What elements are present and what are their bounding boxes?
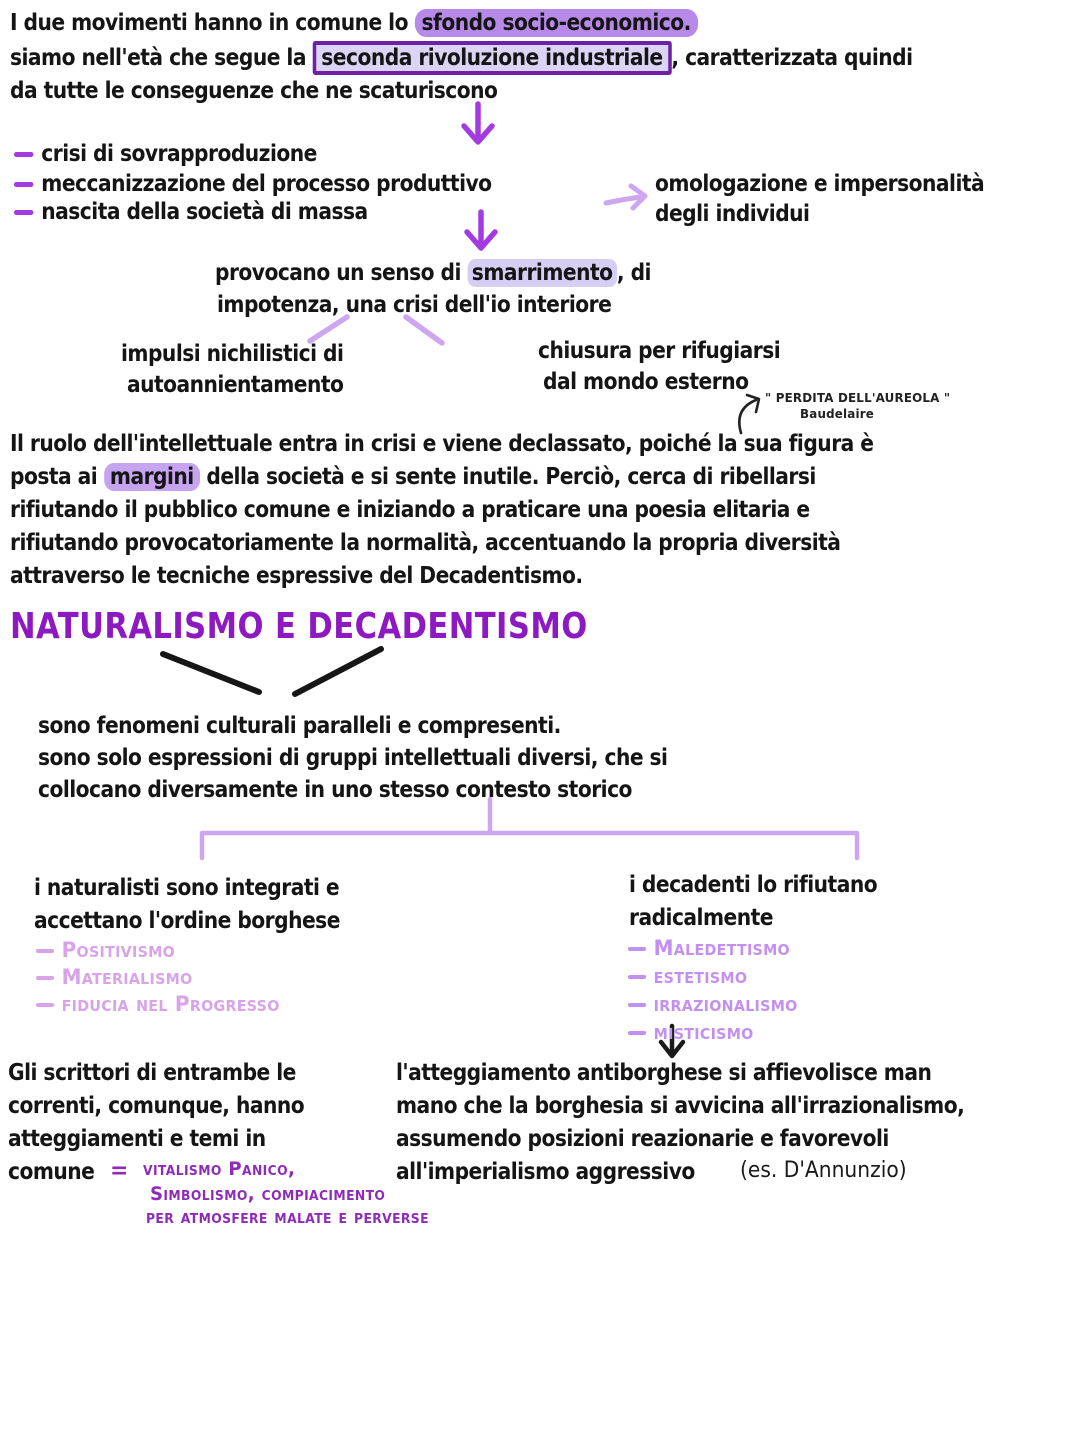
intro-line-3: da tutte le conseguenze che ne scaturiscono [10,78,498,104]
list-item [36,992,280,1016]
decadents-head-line-2: radicalmente [629,905,773,931]
branch-line-right [406,317,442,343]
antibourgeois-line-1: l'atteggiamento antiborghese si affievolisce man [396,1060,932,1086]
branch-left-line-1: impulsi nichilistici di [121,341,344,367]
antibourgeois-line-4: all'imperialismo aggressivo [396,1159,695,1185]
naturalist-trait: Positivismo [61,938,175,962]
list-item [36,965,193,989]
dash-bullet [628,947,646,951]
common-purple-line-2: Simbolismo, compiacimento [150,1183,386,1205]
decadents-head-line-1: i decadenti lo rifiutano [629,872,878,898]
antibourgeois-line-3: assumendo posizioni reazionarie e favorevoli [396,1126,889,1152]
decadent-trait: irrazionalismo [653,992,798,1016]
intro-line-2 [10,41,913,75]
dash-bullet [14,210,33,215]
dash-bullet [36,976,54,980]
common-line-3: atteggiamenti e temi in [8,1126,266,1152]
cause-label: nascita della società di massa [41,199,368,225]
cause-label: crisi di sovrapproduzione [41,141,317,167]
highlighted-smarrimento: smarrimento [467,259,617,287]
intro-line2-tail: , caratterizzata quindi [671,45,913,71]
dash-bullet [36,949,54,953]
branch-right-line-1: chiusura per rifugiarsi [538,338,781,364]
decadent-trait: Maledettismo [653,936,790,960]
list-item [628,964,747,988]
arrow-down-icon [467,212,495,248]
intro-line2-text: siamo nell'età che segue la [10,45,313,71]
branch-left-line-2: autoannientamento [127,372,344,398]
dash-bullet [14,182,33,187]
intellectual-line-1: Il ruolo dell'intellettuale entra in crisi e viene declassato, poiché la sua figura è [10,431,874,457]
boxed-seconda-rivoluzione-industriale: seconda rivoluzione industriale [312,41,671,75]
naturalists-head-line-2: accettano l'ordine borghese [34,908,340,934]
intellectual-line-3: rifiutando il pubblico comune e iniziando a praticare una poesia elitaria e [10,497,810,523]
intellectual-line2-tail: della società e si sente inutile. Perciò, cerca di ribellarsi [199,464,816,490]
split-bracket [202,799,857,858]
converging-line-left [163,654,259,692]
aureola-note-line-1: " PERDITA DELL'AUREOLA " [765,390,951,405]
branch-right-line-2: dal mondo esterno [543,369,749,395]
list-item [14,169,492,199]
highlighted-sfondo-socio-economico: sfondo socio-economico. [414,9,697,37]
parallel-line-3: collocano diversamente in uno stesso contesto storico [38,777,632,803]
list-item [628,992,798,1016]
intellectual-line-4: rifiutando provocatoriamente la normalità, accentuando la propria diversità [10,530,841,556]
effects-line-1 [215,258,651,288]
list-item [628,1020,754,1044]
branch-line-left [310,317,347,341]
decadent-trait: misticismo [653,1020,754,1044]
dash-bullet [628,1031,646,1035]
common-line-2: correnti, comunque, hanno [8,1093,305,1119]
intellectual-line2-text: posta ai [10,464,104,490]
dash-bullet [628,975,646,979]
common-purple-line-3: per atmosfere malate e perverse [146,1206,429,1228]
highlighted-margini: margini [104,463,200,491]
dash-bullet [36,1003,54,1007]
side-effect-line-2: degli individui [655,201,810,227]
common-line-1: Gli scrittori di entrambe le [8,1060,296,1086]
intro-line-1 [10,8,698,38]
antibourgeois-line-2: mano che la borghesia si avvicina all'irrazionalismo, [396,1093,965,1119]
converging-line-right [295,649,381,694]
common-line-4: comune [8,1159,95,1185]
effects-line1-tail: , di [616,260,651,286]
dash-bullet [14,152,33,157]
arrow-right-icon [606,186,645,208]
equals-sign: = [110,1158,129,1184]
list-item [36,938,175,962]
dannunzio-note: (es. D'Annunzio) [740,1158,907,1183]
aureola-note-line-2: Baudelaire [800,406,875,421]
cause-label: meccanizzazione del processo produttivo [41,171,492,197]
decadent-trait: estetismo [653,964,748,988]
list-item [628,936,790,960]
intellectual-line-5: attraverso le tecniche espressive del Decadentismo. [10,563,583,589]
naturalist-trait: Materialismo [61,965,193,989]
side-effect-line-1: omologazione e impersonalità [655,171,985,197]
intellectual-line-2 [10,462,816,492]
parallel-line-1: sono fenomeni culturali paralleli e compresenti. [38,713,561,739]
effects-line-2: impotenza, una crisi dell'io interiore [217,292,612,318]
intro-line1-text: I due movimenti hanno in comune lo [10,10,415,36]
common-purple-line-1: vitalismo Panico, [143,1158,296,1180]
naturalists-head-line-1: i naturalisti sono integrati e [34,875,340,901]
list-item [14,197,368,227]
list-item [14,139,317,169]
section-title: NATURALISMO E DECADENTISMO [10,606,588,647]
dash-bullet [628,1003,646,1007]
effects-line1-text: provocano un senso di [215,260,468,286]
parallel-line-2: sono solo espressioni di gruppi intellettuali diversi, che si [38,745,668,771]
arrow-down-icon [464,104,492,142]
naturalist-trait: fiducia nel Progresso [61,992,280,1016]
curved-arrow-icon [739,395,759,433]
